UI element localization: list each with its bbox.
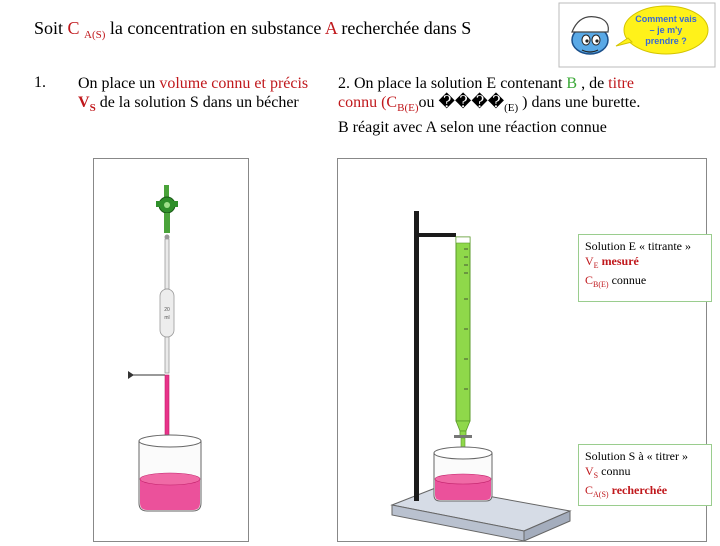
burette-icon — [454, 237, 472, 448]
titration-beaker-icon — [434, 447, 492, 501]
propipette-icon — [156, 185, 178, 240]
bubble-line3: prendre ? — [645, 36, 687, 46]
bubble-line1: Comment vais — [635, 14, 697, 24]
smurf-logo — [558, 2, 716, 68]
step2-text: 2. On place la solution E contenant B , de titre connu ($C_{B(E)}ou$ $����_{(E)}$ ) dans une burette. B réagit avec A selon une réaction connue — [338, 75, 641, 136]
clamp-icon — [418, 233, 456, 237]
beaker-s-icon — [139, 435, 201, 511]
step1-number: 1. — [34, 74, 46, 91]
page-title: Soit C $_{A(S)}$ la concentration en substance A recherchée dans S — [34, 18, 472, 41]
stand-rod-icon — [414, 211, 419, 501]
solution-e-label: Solution E « titrante » $V_E$ mesuré $C_{B(E)}$ connue — [578, 234, 712, 302]
step1-text: On place un volume connu et précis $V_S$ de la solution S dans un bécher — [78, 75, 309, 114]
solution-s-label: Solution S à « titrer » $V_S$ connu $C_{A(S)}$ recherchée — [578, 444, 712, 506]
svg-text:20: 20 — [164, 307, 170, 313]
pipette-panel — [93, 158, 249, 542]
svg-text:ml: ml — [164, 315, 170, 321]
bubble-line2: – je m'y — [649, 25, 683, 35]
